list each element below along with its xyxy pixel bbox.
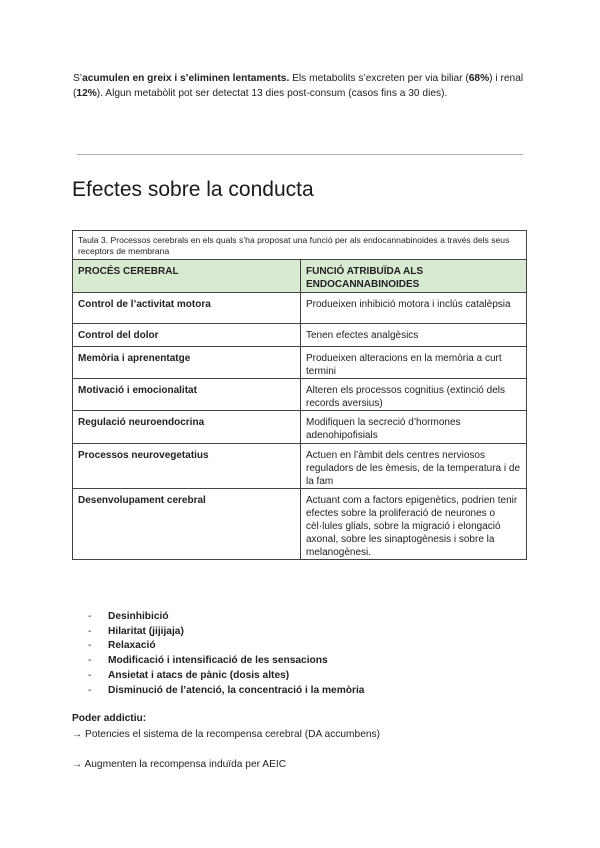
intro-text-4: ). Algun metabòlit pot ser detectat 13 dies post-consum (casos fins a 30 dies). [96, 88, 448, 99]
addiction-title: Poder addictiu: [72, 713, 147, 724]
row-function: Tenen efectes analgèsics [301, 324, 527, 347]
bullet-marker: - [88, 625, 92, 637]
list-item-text: Disminució de l’atenció, la concentració i la memòria [108, 684, 365, 696]
row-process: Control del dolor [73, 324, 301, 347]
table-row [73, 347, 527, 379]
list-item [88, 654, 364, 669]
list-item-text: Hilaritat (jijijaja) [108, 625, 184, 637]
header-function: FUNCIÓ ATRIBUÏDA ALS ENDOCANNABINOIDES [301, 260, 527, 293]
row-function: Produeixen alteracions en la memòria a curt termini [301, 347, 527, 379]
intro-text-2: Els metabolits s’excreten per via biliar ( [289, 73, 469, 84]
intro-bold-3: 12% [76, 88, 97, 99]
list-item [88, 639, 364, 654]
list-item-text: Ansietat i atacs de pànic (dosis altes) [108, 669, 290, 681]
row-process: Memòria i aprenentatge [73, 347, 301, 379]
list-item [88, 625, 364, 640]
bullet-marker: - [88, 611, 92, 622]
header-process: PROCÉS CEREBRAL [73, 260, 301, 293]
row-process: Processos neurovegetatius [73, 444, 301, 489]
bullet-marker: - [88, 655, 92, 667]
intro-text-1: S’ [73, 73, 83, 84]
row-function: Actuant com a factors epigenètics, podrien tenir efectes sobre la proliferació de neurones o cèl·lules glials, sobre la migració i elongació axonal, sobre les sinaptogènesis i sobre la melanogènesi. [301, 489, 527, 560]
list-item-text: Desinhibició [108, 611, 169, 622]
list-item [88, 669, 364, 684]
table-row [73, 379, 527, 411]
list-item-text: Relaxació [108, 640, 156, 652]
addiction-line-1: → Potencies el sistema de la recompensa cerebral (DA accumbens) [72, 729, 381, 740]
bullet-marker: - [88, 640, 92, 652]
row-function: Actuen en l’àmbit dels centres nerviosos reguladors de les èmesis, de la temperatura i de la fam [301, 444, 527, 489]
row-process: Control de l’activitat motora [73, 293, 301, 324]
effects-list [88, 610, 364, 698]
row-function: Alteren els processos cognitius (extinció dels records aversius) [301, 379, 527, 411]
section-title: Efectes sobre la conducta [72, 178, 314, 201]
addiction-line-2: → Augmenten la recompensa induïda per AEIC [72, 759, 287, 770]
table-row [73, 324, 527, 347]
table-caption-row [73, 231, 527, 260]
intro-text-3: ) i renal ( [73, 73, 524, 99]
table-row [73, 489, 527, 560]
processes-table [72, 230, 527, 560]
row-process: Regulació neuroendocrina [73, 411, 301, 444]
intro-bold-1: acumulen en greix i s’eliminen lentaments. [82, 73, 290, 84]
horizontal-divider [77, 154, 523, 155]
bullet-marker: - [88, 669, 92, 681]
table-row [73, 411, 527, 444]
table-row [73, 444, 527, 489]
intro-paragraph [73, 71, 533, 101]
row-function: Produeixen inhibició motora i inclús catalèpsia [301, 293, 527, 324]
bullet-marker: - [88, 684, 92, 696]
table-row [73, 293, 527, 324]
intro-bold-2: 68% [468, 73, 490, 84]
row-process: Desenvolupament cerebral [73, 489, 301, 560]
list-item [88, 684, 364, 699]
row-function: Modifiquen la secreció d’hormones adenohipofisials [301, 411, 527, 444]
row-process: Motivació i emocionalitat [73, 379, 301, 411]
table-caption: Taula 3. Processos cerebrals en els quals s’ha proposat una funció per als endocannabinoides a través dels seus receptors de membrana [73, 231, 527, 260]
table-header-row [73, 260, 527, 293]
list-item [88, 610, 364, 625]
list-item-text: Modificació i intensificació de les sensacions [108, 655, 328, 667]
